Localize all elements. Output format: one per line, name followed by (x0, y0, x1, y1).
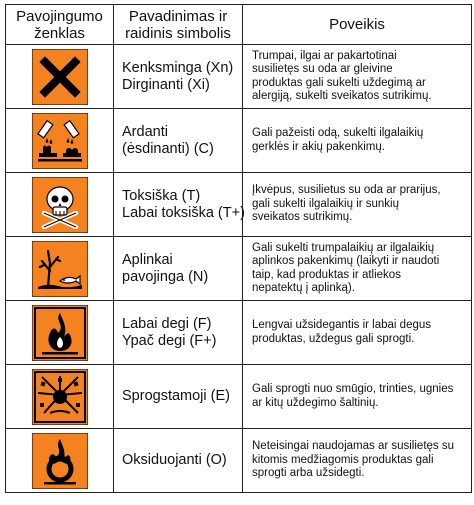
skull-crossbones-icon (32, 177, 88, 233)
name-line: Oksiduojanti (O) (122, 452, 227, 468)
symbol-cell (6, 45, 114, 109)
effect-line: nepatektų į aplinką). (252, 282, 355, 294)
name-line: Sprogstamoji (E) (122, 388, 230, 404)
table-row (6, 301, 472, 365)
effect-cell (243, 173, 472, 237)
harmful-irritant-x-icon (32, 49, 88, 105)
table-row (6, 109, 472, 173)
effect-line: sprogti arba užsidegti. (252, 467, 365, 480)
name-cell (114, 173, 243, 237)
name-line: Ardanti (122, 123, 168, 140)
effect-line: aplinkos pakenkimų (laikyti ir naudoti (252, 255, 440, 267)
effect-line: gerklės ir akių pakenkimų. (252, 140, 385, 153)
symbol-cell (6, 109, 114, 173)
table-header (6, 5, 472, 45)
table-row (6, 45, 472, 109)
header-name-line: Pavadinimas ir (128, 7, 228, 25)
effect-cell (243, 365, 472, 429)
symbol-cell (6, 429, 114, 493)
effect-line: Lengvai užsidegantis ir labai degus (252, 319, 432, 331)
name-line: Labai degi (F) (122, 315, 212, 332)
name-cell (114, 237, 243, 301)
name-line: Aplinkai (122, 251, 173, 268)
effect-line: produktas gali sukelti uždegimą ar (252, 76, 426, 89)
name-cell (114, 45, 243, 109)
name-line: pavojinga (N) (122, 268, 209, 285)
name-cell (114, 429, 243, 493)
name-line: Kenksminga (Xn) (122, 59, 234, 76)
header-row (6, 5, 472, 45)
header-effect-line: Poveikis (329, 16, 385, 33)
effect-cell (243, 429, 472, 493)
name-line: Toksiška (T) (122, 187, 201, 204)
effect-cell (243, 301, 472, 365)
explosive-icon (32, 369, 88, 425)
table-row (6, 429, 472, 493)
corrosive-icon (32, 113, 88, 169)
name-line: (ėsdinanti) (C) (122, 140, 214, 157)
oxidizing-flame-over-circle-icon (32, 433, 88, 489)
effect-cell (243, 45, 472, 109)
effect-line: produktas, uždegus gali sprogti. (252, 332, 415, 345)
effect-line: alergiją, sukelti sveikatos sutrikimų. (252, 90, 432, 102)
symbol-cell (6, 301, 114, 365)
effect-line: sveikatos sutrikimų. (252, 211, 353, 224)
name-line: Labai toksiška (T+) (122, 204, 245, 221)
symbol-cell (6, 237, 114, 301)
header-symbol-line: Pavojingumo (16, 7, 103, 25)
effect-line: gali sukelti ilgalaikių ir sunkių (252, 197, 400, 210)
effect-line: Gali sukelti trumpalaikių ar ilgalaikių (252, 241, 435, 254)
header-symbol (6, 5, 114, 45)
name-line: Ypač degi (F+) (122, 332, 217, 349)
symbol-cell (6, 365, 114, 429)
header-symbol-line: ženklas (34, 24, 85, 42)
effect-line: Trumpai, ilgai ar pakartotinai (252, 49, 397, 62)
hazard-symbols-table (5, 4, 472, 493)
table-row (6, 237, 472, 301)
header-name-line: raidinis simbolis (125, 24, 231, 42)
effect-cell (243, 237, 472, 301)
flammable-flame-icon (32, 305, 88, 361)
symbol-cell (6, 173, 114, 237)
effect-line: Gali sprogti nuo smūgio, trinties, ugnies (252, 383, 454, 395)
name-cell (114, 301, 243, 365)
table-row (6, 365, 472, 429)
effect-line: ar kitų uždegimo šaltinių. (252, 396, 379, 409)
effect-line: kitomis medžiagomis produktas gali (252, 453, 434, 466)
table-row (6, 173, 472, 237)
header-name (114, 5, 243, 45)
name-cell (114, 365, 243, 429)
effect-line: Įkvėpus, susilietus su oda ar prarijus, (252, 184, 441, 197)
effect-cell (243, 109, 472, 173)
effect-line: Gali pažeisti odą, sukelti ilgalaikių (252, 127, 424, 139)
name-line: Dirginanti (Xi) (122, 76, 210, 93)
environment-hazard-icon (32, 241, 88, 297)
effect-line: susilietęs su oda ar gleivine (252, 63, 393, 75)
effect-line: taip, kad produktas ir atliekos (252, 268, 401, 281)
effect-line: Neteisingai naudojamas ar susilietęs su (252, 440, 454, 453)
header-effect (243, 5, 472, 45)
name-cell (114, 109, 243, 173)
